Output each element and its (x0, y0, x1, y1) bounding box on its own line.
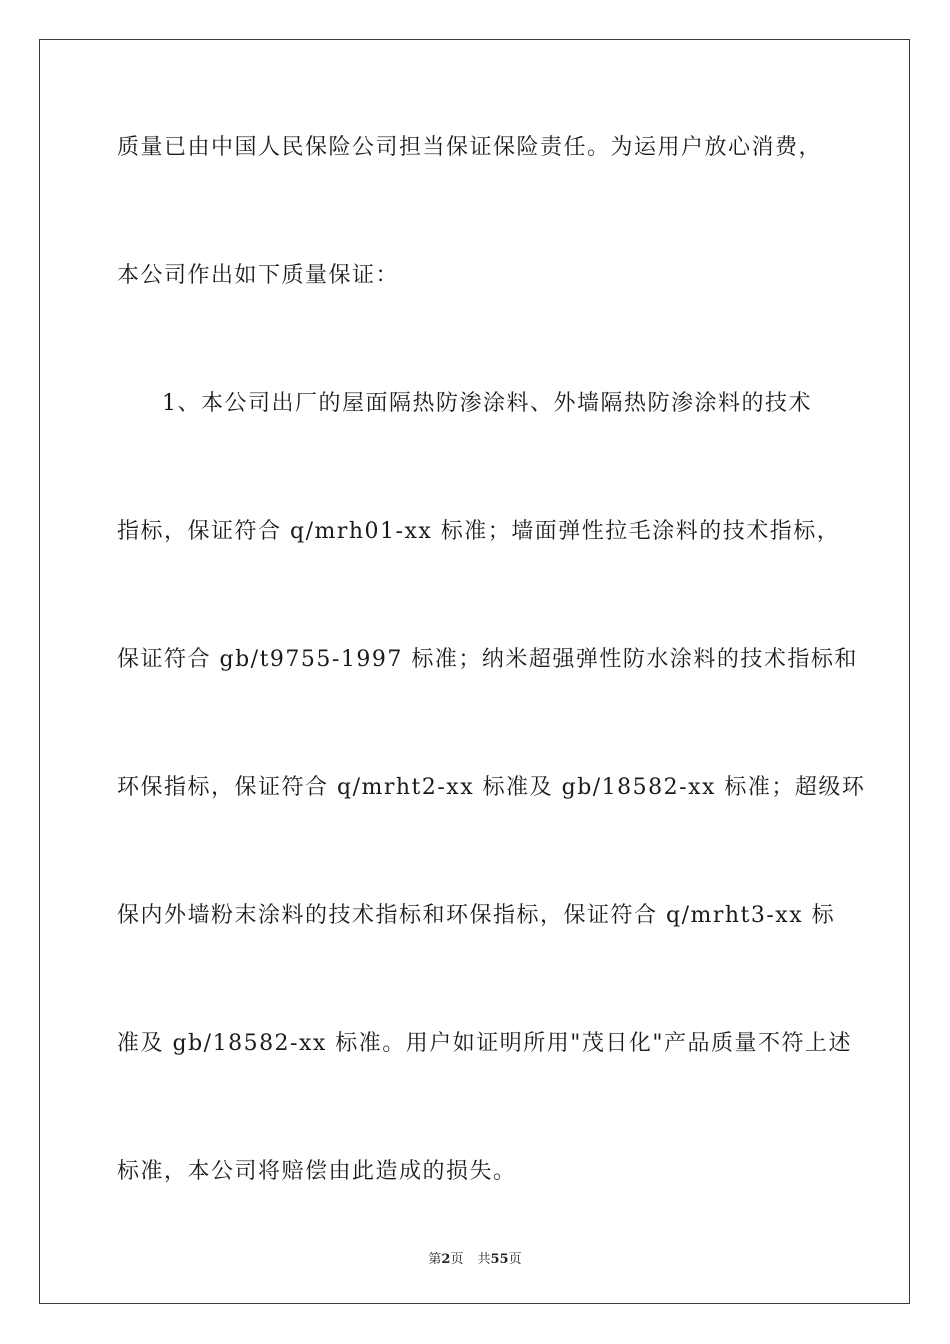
paragraph-line-9: 标准，本公司将赔偿由此造成的损失。 (117, 1159, 517, 1184)
footer-total-prefix: 共 (477, 1252, 491, 1267)
paragraph-line-6: 环保指标，保证符合 q/mrht2-xx 标准及 gb/18582-xx 标准；超级环 (117, 775, 866, 800)
paragraph-line-5: 保证符合 gb/t9755-1997 标准；纳米超强弹性防水涂料的技术指标和 (117, 647, 858, 672)
paragraph-line-8: 准及 gb/18582-xx 标准。用户如证明所用"茂日化"产品质量不符上述 (117, 1031, 853, 1056)
paragraph-line-2: 本公司作出如下质量保证： (117, 263, 400, 288)
paragraph-line-4: 指标，保证符合 q/mrh01-xx 标准；墙面弹性拉毛涂料的技术指标， (117, 519, 841, 544)
footer-page-suffix: 页 (450, 1252, 464, 1267)
page-footer (0, 1248, 950, 1267)
footer-page-number: 2 (441, 1252, 451, 1267)
paragraph-line-1: 质量已由中国人民保险公司担当保证保险责任。为运用户放心消费， (117, 135, 823, 160)
paragraph-line-7: 保内外墙粉末涂料的技术指标和环保指标，保证符合 q/mrht3-xx 标 (117, 903, 836, 928)
footer-total-pages: 55 (490, 1252, 509, 1267)
paragraph-line-3: 1、本公司出厂的屋面隔热防渗涂料、外墙隔热防渗涂料的技术 (162, 391, 812, 416)
footer-total-suffix: 页 (508, 1252, 522, 1267)
footer-prefix: 第 (428, 1252, 442, 1267)
